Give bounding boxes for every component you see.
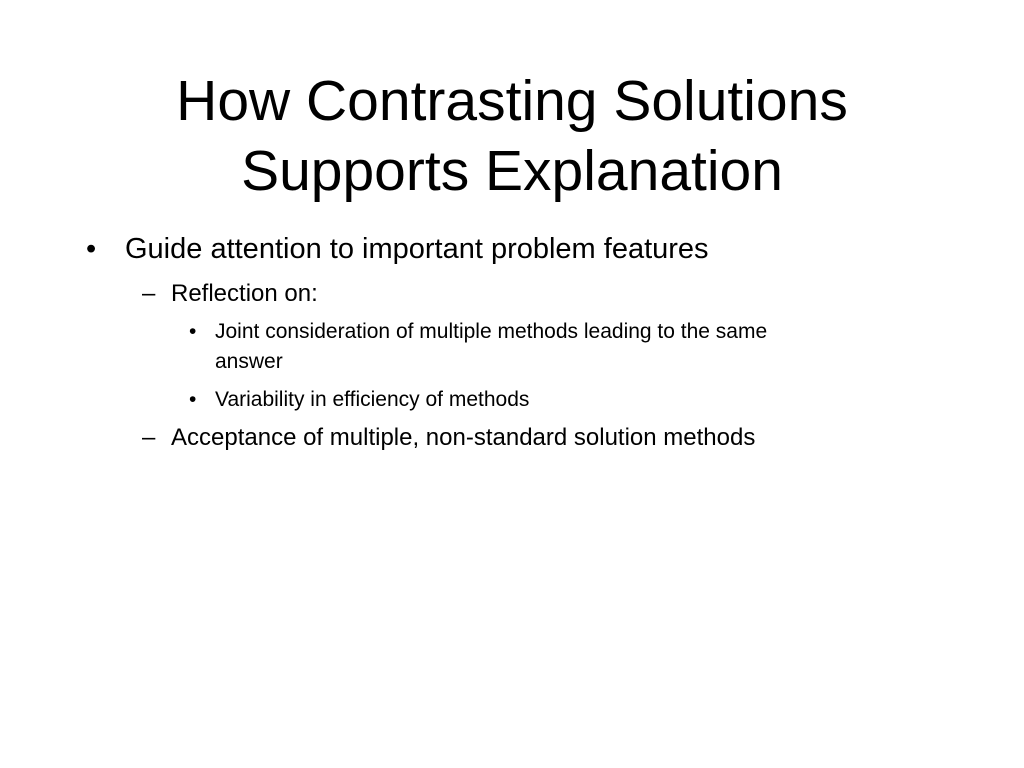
bullet-marker: •	[189, 320, 197, 343]
slide-title	[60, 66, 964, 206]
title-line-1: How Contrasting Solutions	[176, 69, 848, 133]
bullet-text-variability: Variability in efficiency of methods	[215, 388, 530, 411]
bullet-text-acceptance: Acceptance of multiple, non-standard solution methods	[171, 424, 756, 451]
dash-marker: –	[142, 280, 156, 307]
bullet-marker: •	[86, 233, 97, 265]
bullet-text-guide-attention: Guide attention to important problem features	[125, 233, 709, 265]
title-line-2: Supports Explanation	[241, 139, 783, 203]
joint-consideration-line-2: answer	[215, 350, 283, 373]
bullet-text-reflection: Reflection on:	[171, 280, 318, 307]
joint-consideration-line-1: Joint consideration of multiple methods leading to the same	[215, 320, 768, 343]
bullet-text-joint-consideration	[215, 317, 915, 377]
dash-marker: –	[142, 424, 156, 451]
bullet-marker: •	[189, 388, 197, 411]
